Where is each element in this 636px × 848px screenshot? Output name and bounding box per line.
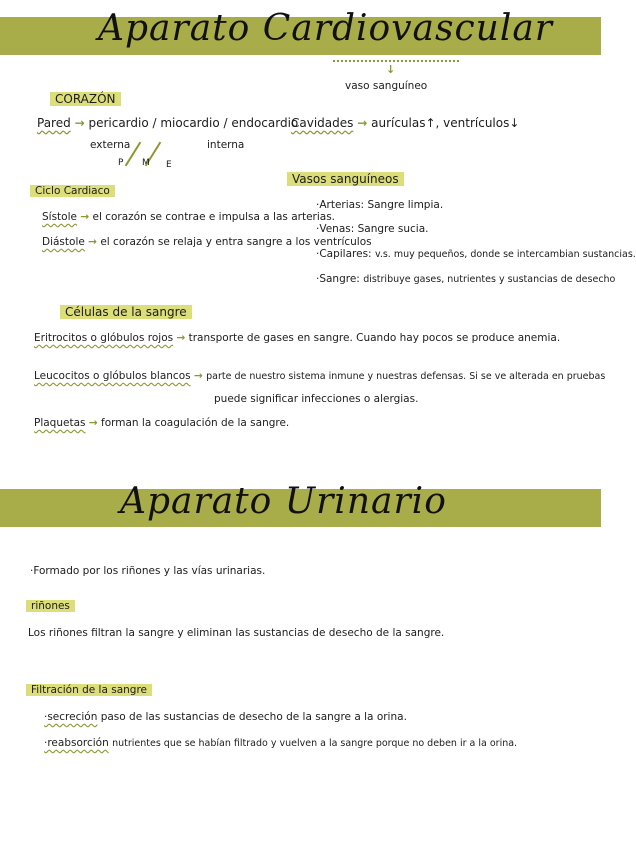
down-arrow-icon: ↓: [386, 63, 396, 76]
filtracion-item: ·reabsorción nutrientes que se habían filtrado y vuelven a la sangre porque no deben ir a la orina.: [44, 737, 518, 749]
rinones-text: Los riñones filtran la sangre y eliminan las sustancias de desecho de la sangre.: [28, 627, 445, 639]
layer-p: P: [118, 158, 124, 168]
diastole-row: Diástole → el corazón se relaja y entra sangre a los ventrículos: [42, 236, 372, 248]
page-title-urinario: Aparato Urinario: [120, 481, 447, 522]
ciclo-heading: Ciclo Cardiaco: [30, 185, 115, 197]
cavidades-row: Cavidades → aurículas↑, ventrículos↓: [291, 116, 520, 130]
filtracion-item: ·secreción paso de las sustancias de desecho de la sangre a la orina.: [44, 711, 407, 723]
celulas-item: Leucocitos o glóbulos blancos → parte de nuestro sistema inmune y nuestras defensas. Si se ve alterada en pruebas: [34, 370, 606, 382]
celulas-item: Plaquetas → forman la coagulación de la sangre.: [34, 417, 290, 429]
vasos-item: ·Sangre: distribuye gases, nutrientes y sustancias de desecho: [316, 273, 616, 285]
interna-label: interna: [207, 139, 245, 151]
rinones-heading: riñones: [26, 600, 75, 612]
filtracion-heading: Filtración de la sangre: [26, 684, 152, 696]
celulas-heading: Células de la sangre: [60, 305, 192, 319]
vasos-item: ·Capilares: v.s. muy pequeños, donde se intercambian sustancias.: [316, 248, 636, 260]
vasos-item: ·Venas: Sangre sucia.: [316, 223, 429, 235]
urinario-intro: ·Formado por los riñones y las vías urinarias.: [30, 565, 266, 577]
layer-e: E: [166, 160, 172, 170]
vaso-label: vaso sanguíneo: [345, 80, 428, 92]
sistole-row: Sístole → el corazón se contrae e impulsa a las arterias.: [42, 211, 336, 223]
externa-label: externa: [90, 139, 131, 151]
page-title-cardio: Aparato Cardiovascular: [98, 8, 554, 49]
celulas-item: Eritrocitos o glóbulos rojos → transporte de gases en sangre. Cuando hay pocos se produce anemia.: [34, 332, 561, 344]
celulas-item-cont: puede significar infecciones o alergias.: [214, 393, 419, 405]
decorative-squiggle: [333, 60, 459, 66]
layer-m: M: [142, 158, 150, 168]
vasos-heading: Vasos sanguíneos: [287, 172, 404, 186]
vasos-item: ·Arterias: Sangre limpia.: [316, 199, 444, 211]
pared-row: Pared → pericardio / miocardio / endocardio: [37, 116, 299, 130]
corazon-heading: CORAZÓN: [50, 92, 121, 106]
